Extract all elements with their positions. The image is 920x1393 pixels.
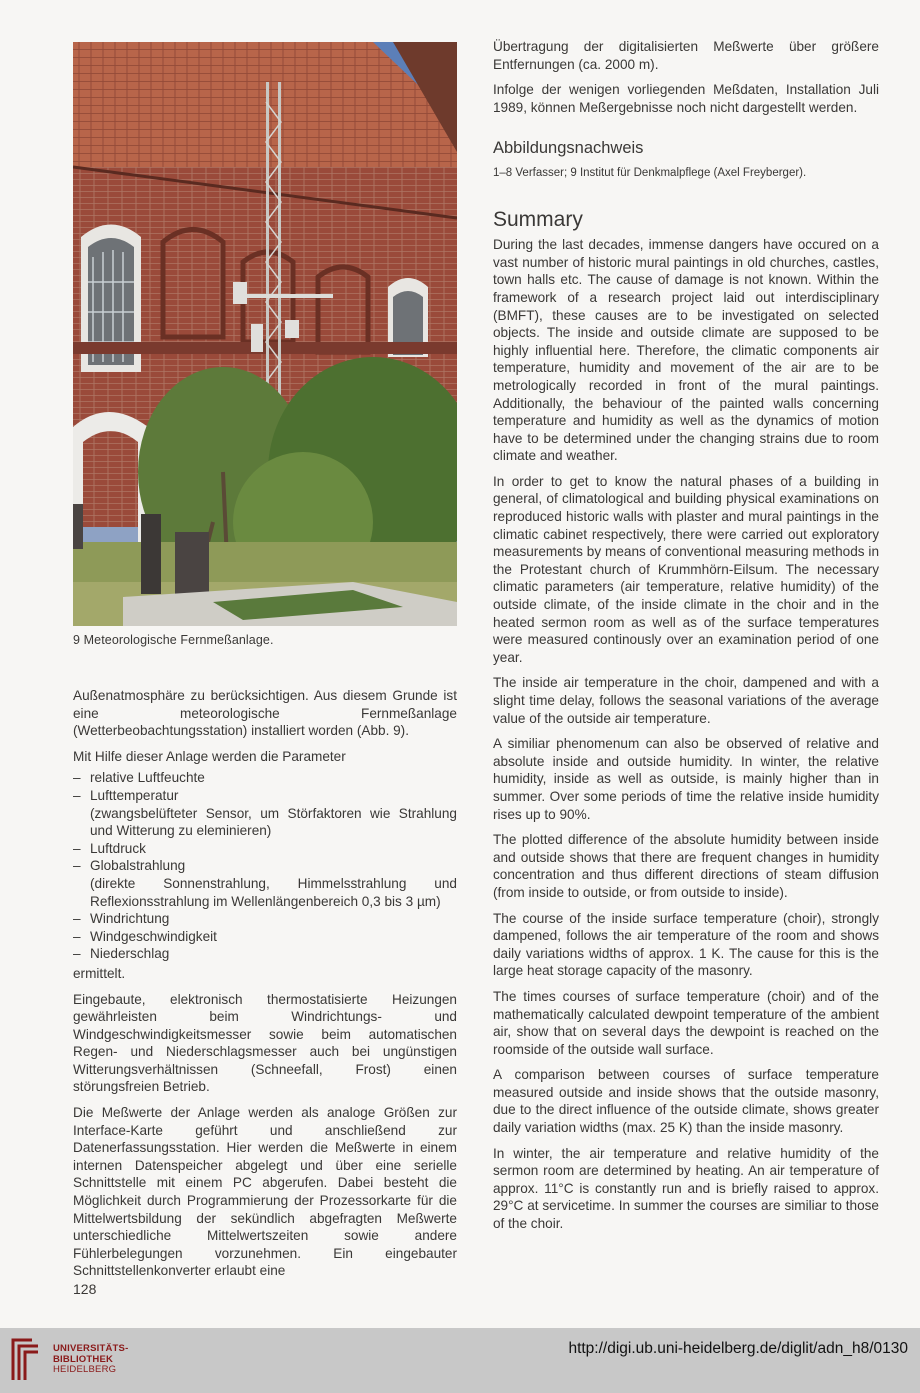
left-paragraph-2: Mit Hilfe dieser Anlage werden die Parameter — [73, 748, 346, 764]
parameter-item: – relative Luftfeuchte — [73, 769, 457, 787]
parameter-note: (zwangsbelüfteter Sensor, um Störfaktoren wie Strahlung und Witterung zu eleminieren) — [90, 805, 457, 839]
parameter-item: – Windrichtung — [73, 910, 457, 928]
parameter-item: – Globalstrahlung (direkte Sonnenstrahlung, Himmelsstrahlung und Reflexionsstrahlung im Wellenlängenbereich 0,3 bis 3 µm) — [73, 857, 457, 910]
summary-paragraph: During the last decades, immense dangers have occured on a vast number of historic mural paintings in old churches, castles, town halls etc. The cause of damage is not known. Within the framework of a research project laid out interdisciplinary (BMFT), these causes are to be investigated on selected objects. The inside and outside climate are supposed to be highly influential here. Therefore, the climatic components air temperature, humidity and movement of the air are to be metrologically recorded in front of the mural paintings. Additionally, the behaviour of the painted walls concerning temperature and humidity as well as the dynamics of motion have to be determined under the changing strains due to room climate and weather. — [493, 237, 879, 464]
right-paragraph-2: Infolge der wenigen vorliegenden Meßdaten, Installation Juli 1989, können Meßergebnisse noch nicht dargestellt werden. — [493, 82, 879, 115]
left-column — [73, 687, 457, 1288]
right-paragraph-1: Übertragung der digitalisierten Meßwerte über größere Entfernungen (ca. 2000 m). — [493, 39, 879, 72]
summary-paragraph: The course of the inside surface temperature (choir), strongly dampened, follows the air temperature of the room and shows daily variations widths of approx. 1 K. The cause for this is the large heat storage capacity of the masonry. — [493, 910, 879, 979]
parameter-item: – Lufttemperatur (zwangsbelüfteter Sensor, um Störfaktoren wie Strahlung und Witterung zu eleminieren) — [73, 787, 457, 840]
university-library-logo-icon — [10, 1336, 42, 1382]
library-logo-text: UNIVERSITÄTS- BIBLIOTHEK HEIDELBERG — [53, 1343, 129, 1375]
parameter-item: – Niederschlag — [73, 945, 457, 963]
summary-paragraph: The plotted difference of the absolute humidity between inside and outside shows that there are frequent changes in humidity concentration and thus different directions of steam diffusion (from inside to outside, or from outside to inside). — [493, 832, 879, 900]
summary-paragraph: In order to get to know the natural phases of a building in general, of climatological and building physical examinations on reproduced historic walls with plaster and mural paintings in the climatic cabinet respectively, there were carried out exploratory measurements by means of conventional measuring methods in the Protestant church of Krummhörn-Eilsum. The necessary climatic parameters (air temperature, relative humidity) of the outside climate, of the inside climate in the choir and in the heated sermon room as well as of the surface temperatures were measured continously over an examination period of one year. — [493, 473, 879, 665]
page-number: 128 — [73, 1281, 97, 1297]
right-column — [493, 38, 879, 1241]
parameter-note: (direkte Sonnenstrahlung, Himmelsstrahlung und Reflexionsstrahlung im Wellenlängenbereich 0,3 bis 3 µm) — [90, 875, 457, 909]
parameter-list — [73, 769, 457, 963]
summary-paragraph: A comparison between courses of surface temperature measured outside and inside shows that the outside masonry, due to the direct influence of the outside climate, shows greater daily variation widths (max. 25 K) than the inside masonry. — [493, 1067, 879, 1136]
credits-text: 1–8 Verfasser; 9 Institut für Denkmalpflege (Axel Freyberger). — [493, 166, 807, 179]
church-weather-station-image — [73, 42, 457, 626]
left-paragraph-5: Die Meßwerte der Anlage werden als analoge Größen zur Interface-Karte geführt und anschließend zur Datenerfassungsstation. Hier werden die Meßwerte in einem internen Datenspeicher abgelegt und über eine serielle Schnittstelle mit einem PC abgerufen. Dabei besteht die Möglichkeit durch Programmierung der Prozessorkarte für die Mittelwertsbildung der sekündlich abgefragten Meßwerte unterschiedliche Mittelwertszeiten sowie andere Fühlerbelegungen vorzunehmen. Ein eingebauter Schnittstellenkonverter erlaubt eine — [73, 1105, 457, 1279]
parameter-item: – Windgeschwindigkeit — [73, 928, 457, 946]
credits-heading: Abbildungsnachweis — [493, 139, 644, 158]
left-paragraph-3: ermittelt. — [73, 965, 126, 981]
figure-caption: 9 Meteorologische Fernmeßanlage. — [73, 633, 274, 647]
summary-paragraph: In winter, the air temperature and relative humidity of the sermon room are determined by heating. An air temperature of approx. 11°C is constantly run and is briefly raised to approx. 29°C at servicetime. In summer the courses are similiar to those of the choir. — [493, 1145, 879, 1232]
figure-9-photo — [73, 42, 457, 626]
summary-heading: Summary — [493, 207, 583, 231]
summary-paragraph: A similiar phenomenum can also be observed of relative and absolute inside and outside humidity. In winter, the relative humidity, inside as well as outside, is mainly higher than in summer. Over some periods of time the relative inside humidity rises up to 90%. — [493, 736, 879, 822]
permalink-url[interactable]: http://digi.ub.uni-heidelberg.de/diglit/adn_h8/0130 — [568, 1340, 908, 1357]
parameter-item: – Luftdruck — [73, 840, 457, 858]
left-paragraph-1: Außenatmosphäre zu berücksichtigen. Aus diesem Grunde ist eine meteorologische Fernmeßanlage (Wetterbeobachtungsstation) installiert worden (Abb. 9). — [73, 688, 457, 739]
summary-paragraph: The times courses of surface temperature (choir) and of the mathematically calculated dewpoint temperature of the ambient air, show that on several days the dewpoint is reached on the roomside of the outside wall surface. — [493, 988, 879, 1057]
summary-paragraph: The inside air temperature in the choir, dampened and with a slight time delay, follows the seasonal variations of the average value of the outside air temperature. — [493, 675, 879, 726]
left-paragraph-4: Eingebaute, elektronisch thermostatisierte Heizungen gewährleisten beim Windrichtungs- und Windgeschwindigkeitsmesser sowie beim automatischen Regen- und Niederschlagsmesser auch bei ungünstigen Witterungsverhältnissen (Schneefall, Frost) einen störungsfreien Betrieb. — [73, 991, 457, 1095]
viewer-footer — [0, 1328, 920, 1393]
